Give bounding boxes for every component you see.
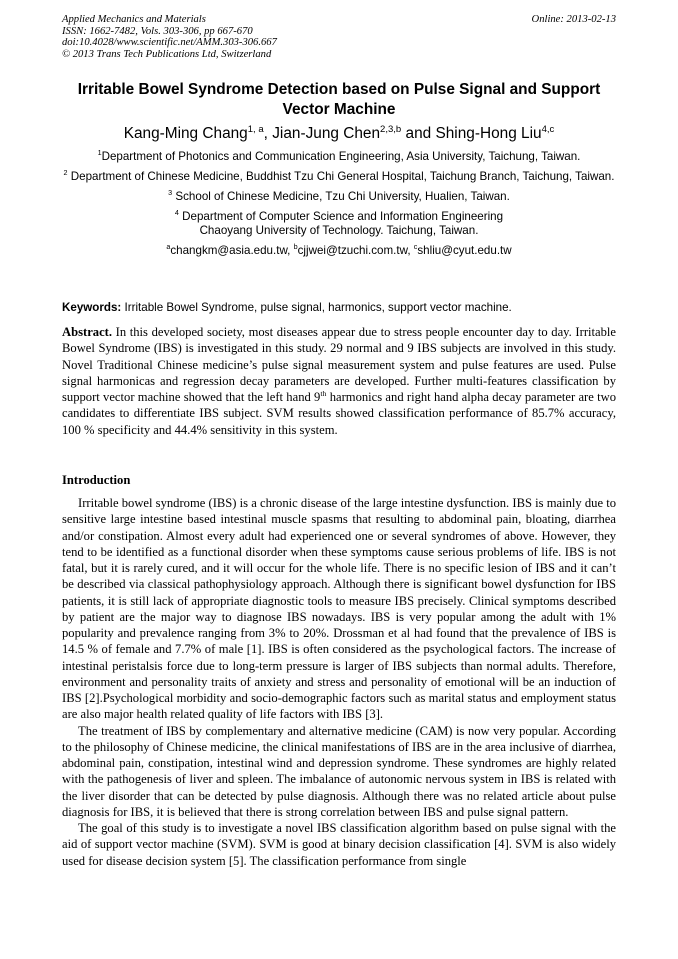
affiliation-number: 3: [168, 188, 173, 198]
section-heading: Introduction: [62, 473, 131, 487]
email-address[interactable]: cjjwei@tzuchi.com.tw,: [297, 244, 414, 257]
abstract: [62, 324, 616, 438]
author-name: Kang-Ming Chang: [123, 125, 248, 142]
affiliation-text: Department of Photonics and Communication Engineering, Asia University, Taichung, Taiwan.: [101, 150, 581, 163]
email-mark: a: [166, 242, 171, 252]
author-affil-mark: 1, a: [247, 123, 264, 135]
abstract-text: In this developed society, most diseases appear due to stress people encounter day to day. Irritable Bowel Syndrome (IBS) is investigated in this study. 29 normal and 9 IBS subjects are involved in this study. Novel Traditional Chinese medicine’s pulse signal measurement system and pulse features are used. Pulse signal harmonicas and regression decay parameters are developed. Further multi-features classification by support vector machine showed that the left hand 9: [62, 325, 616, 404]
author-separator: and: [401, 125, 436, 142]
journal-name: Applied Mechanics and Materials: [62, 14, 206, 25]
author-affil-mark: 4,c: [541, 123, 555, 135]
doi-line: doi:10.4028/www.scientific.net/AMM.303-306.667: [62, 37, 277, 49]
paragraph: Irritable bowel syndrome (IBS) is a chronic disease of the large intestine dysfunction. IBS is mainly due to sensitive large intestine based intestinal muscle spasms that resulting to abdominal pain, bloating, diarrhea and/or constipation. Almost every adult had experienced one or several syndromes of above. However, they tend to be identified as a functional disorder when these symptoms cause serious problems of life. IBS is not fatal, but it is rarely cured, and it will occur for the whole life. There is no specific lesion of IBS and it can’t be described via classical pathophysiology approach. Although there is significant bowel dysfunction for IBS patients, it is still lack of appropriate diagnostic tools to measure IBS precisely. Clinical symptoms described by patient are the major way to diagnose IBS nowadays. IBS is very popular among the adult with 1% popularity and prevalence ranging from 3% to 20%. Drossman et al had found that the prevalence of IBS is 14.5 % of female and 7.7% of male [1]. IBS is often considered as the psychological factors. The increase of intestinal peristalsis force due to long-term pressure is larger of IBS subjects than normal adults. Therefore, environment and personality traits of anxiety and stress and personality of emotional will be an induction of IBS [2].Psychological morbidity and socio-demographic factors such as marital status and employment status are also major health related quality of life factors with IBS [3].: [62, 496, 616, 722]
affiliation-number: 1: [97, 148, 102, 158]
affiliation-1: [62, 150, 616, 164]
copyright-line: © 2013 Trans Tech Publications Ltd, Switzerland: [62, 48, 272, 60]
keywords-text: Irritable Bowel Syndrome, pulse signal, harmonics, support vector machine.: [121, 301, 512, 314]
paragraph: The treatment of IBS by complementary and alternative medicine (CAM) is now very popular. According to the philosophy of Chinese medicine, the clinical manifestations of IBS are in the area inclusive of diarrhea, abdominal pain, constipation, intestinal wind and depression syndrome. These syndromes are highly related with the pathogenesis of liver and spleen. The imbalance of autonomic nervous system in IBS is related with the liver disorder that can be detected by pulse diagnosis. Although there was no related article about pulse diagnosis for IBS, it is believed that there is strong correlation between IBS and pulse signal pattern.: [62, 723, 616, 819]
introduction-body: [62, 495, 616, 869]
abstract-text: harmonics and right hand alpha decay parameter are two candidates to differentiate IBS subject. SVM results showed classification performance of 85.7% accuracy, 100 % specificity and 44.4% sensitivity in this system.: [62, 390, 616, 437]
author-separator: ,: [263, 125, 273, 142]
affiliation-number: 2: [63, 168, 68, 178]
affiliation-text: School of Chinese Medicine, Tzu Chi University, Hualien, Taiwan.: [175, 190, 510, 203]
affiliation-text: Chaoyang University of Technology. Taichung, Taiwan.: [199, 224, 479, 237]
affiliation-text: Department of Chinese Medicine, Buddhist Tzu Chi General Hospital, Taichung Branch, Taichung, Taiwan.: [70, 170, 615, 183]
issn-line: ISSN: 1662-7482, Vols. 303-306, pp 667-670: [62, 25, 253, 37]
abstract-superscript: th: [320, 388, 327, 398]
email-mark: c: [413, 242, 418, 252]
journal-header: [62, 14, 616, 60]
affiliation-number: 4: [174, 208, 179, 218]
email-address[interactable]: shliu@cyut.edu.tw: [417, 244, 512, 257]
affiliations: [62, 150, 616, 258]
affiliation-2: [62, 170, 616, 184]
affiliation-4: [62, 210, 616, 238]
email-address[interactable]: changkm@asia.edu.tw,: [170, 244, 294, 257]
affiliation-3: [62, 190, 616, 204]
keywords: [62, 301, 616, 315]
email-mark: b: [293, 242, 298, 252]
paragraph: The goal of this study is to investigate a novel IBS classification algorithm based on pulse signal with the aid of support vector machine (SVM). SVM is good at binary decision classification [4]. SVM is also widely used for disease decision system [5]. The classification performance from single: [62, 821, 616, 868]
email-list: [62, 244, 616, 258]
paper-title: Irritable Bowel Syndrome Detection based on Pulse Signal and Support Vector Machine: [77, 81, 601, 118]
author-name: Shing-Hong Liu: [435, 125, 542, 142]
keywords-label: Keywords:: [62, 301, 122, 314]
abstract-label: Abstract.: [62, 325, 113, 339]
affiliation-text: Department of Computer Science and Information Engineering: [182, 210, 504, 223]
author-name: Jian-Jung Chen: [272, 125, 381, 142]
online-date: Online: 2013-02-13: [531, 14, 616, 25]
author-affil-mark: 2,3,b: [380, 123, 402, 135]
author-list: [62, 124, 616, 144]
